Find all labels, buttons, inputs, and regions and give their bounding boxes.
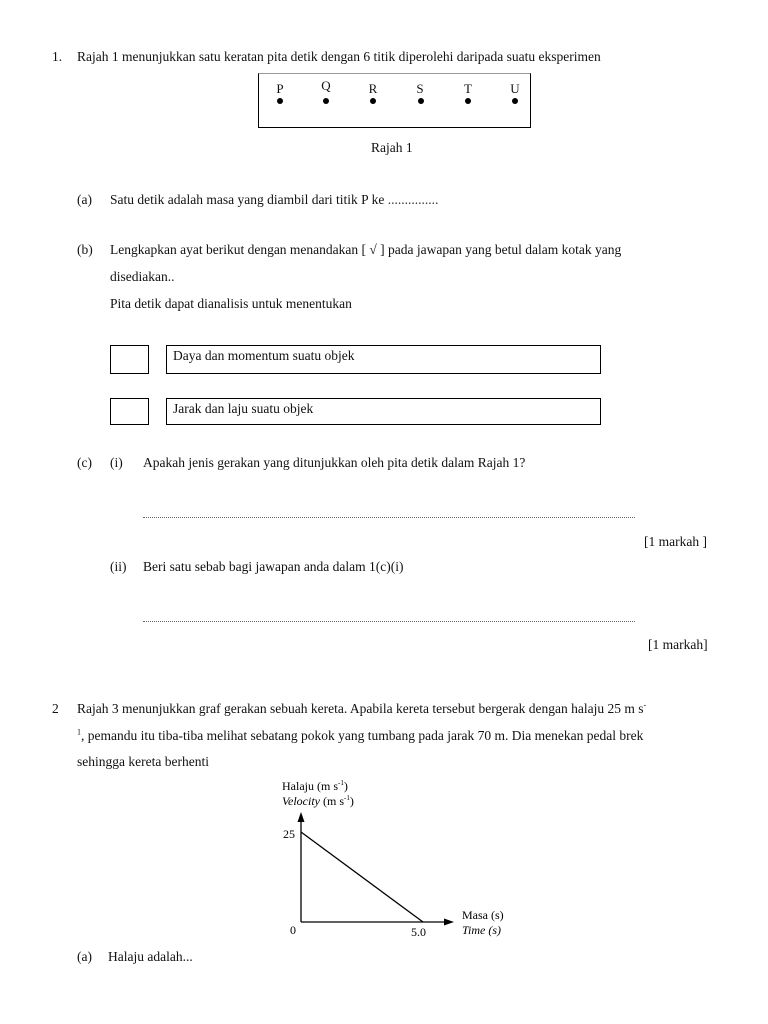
option-2-label: Jarak dan laju suatu objek [173,401,314,416]
y-label-superscript: -1 [343,794,350,802]
y-label-superscript: -1 [338,779,344,787]
unit-superscript: 1 [77,727,81,737]
part-b-line-3: Pita detik dapat dianalisis untuk menentukan [110,296,352,311]
origin-label: 0 [290,923,296,937]
question-number-2: 2 [52,701,59,716]
x-axis-arrow-icon [444,919,454,926]
part-c-ii-question: Beri satu sebab bagi jawapan anda dalam 1(c)(i) [143,559,404,574]
y-axis-arrow-icon [298,812,305,822]
option-2-checkbox[interactable] [110,398,149,425]
ticker-label-u: U [510,81,520,96]
option-2-box [166,398,601,425]
marks-c-i: [1 markah ] [644,534,707,549]
part-c-i-label: (i) [110,455,123,470]
part-a-label: (a) [77,192,92,207]
velocity-time-graph [270,776,530,946]
y-label-text: Halaju (m s [282,779,338,793]
y-label-close: ) [343,779,348,793]
part-b-line-2: disediakan.. [110,269,175,284]
y-label-unit: (m s [319,794,344,808]
unit-superscript: - [643,700,647,710]
ticker-dot [323,98,329,104]
option-1-label: Daya dan momentum suatu objek [173,348,355,363]
ticker-dot [512,98,518,104]
ticker-dot [465,98,471,104]
ticker-tape-figure [258,73,531,128]
y-tick-label: 25 [283,827,295,841]
part-a-question: Satu detik adalah masa yang diambil dari titik P ke [110,192,385,207]
q2-part-a-label: (a) [77,949,92,964]
part-b-line-1: Lengkapkan ayat berikut dengan menandakan [ √ ] pada jawapan yang betul dalam kotak yang [110,242,622,257]
option-1-checkbox[interactable] [110,345,149,374]
velocity-line [301,832,423,922]
ticker-label-p: P [276,81,284,96]
question-2-line-1-text: Rajah 3 menunjukkan graf gerakan sebuah kereta. Apabila kereta tersebut bergerak dengan halaju 25 m s [77,701,644,716]
ticker-label-q: Q [321,78,331,93]
y-label-close: ) [349,794,354,808]
ticker-label-r: R [368,81,378,96]
option-1-box [166,345,601,374]
ticker-dot [370,98,376,104]
x-label-unit: (s) [485,923,502,937]
marks-c-ii: [1 markah] [648,637,708,652]
answer-line-c-i[interactable] [143,517,635,518]
question-number-1: 1. [52,49,63,64]
question-2-line-1 [77,702,646,716]
answer-line-c-ii[interactable] [143,621,635,622]
question-2-line-2-text: , pemandu itu tiba-tiba melihat sebatang pokok yang tumbang pada jarak 70 m. Dia menekan pedal brek [81,728,644,743]
y-axis-label-en [282,794,354,808]
figure-caption: Rajah 1 [371,140,413,155]
part-c-i-question: Apakah jenis gerakan yang ditunjukkan oleh pita detik dalam Rajah 1? [143,455,526,470]
ticker-dot [277,98,283,104]
part-a-answer-blank[interactable]: ............... [387,192,439,207]
q2-part-a-text: Halaju adalah... [108,949,193,964]
ticker-label-t: T [464,81,472,96]
x-tick-label: 5.0 [411,925,426,939]
y-label-en-text: Velocity [282,794,320,808]
part-b-label: (b) [77,242,93,257]
question-2-line-3: sehingga kereta berhenti [77,754,209,769]
y-axis-label-ms [282,779,348,793]
part-a-text [110,193,438,207]
question-2-line-2 [77,729,643,743]
part-c-ii-label: (ii) [110,559,127,574]
question-1-stem: Rajah 1 menunjukkan satu keratan pita detik dengan 6 titik diperolehi daripada suatu eksperimen [77,49,601,64]
ticker-label-s: S [416,81,424,96]
part-c-label: (c) [77,455,92,470]
x-axis-label-ms: Masa (s) [462,908,504,922]
x-axis-label-en [462,923,501,937]
ticker-dot [418,98,424,104]
x-label-en-text: Time [462,923,486,937]
